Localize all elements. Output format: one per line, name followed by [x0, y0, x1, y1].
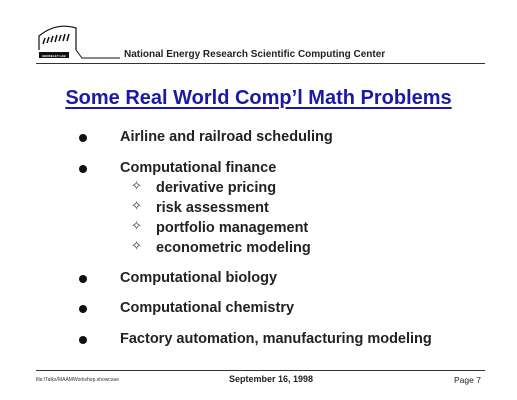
footer-divider: [36, 370, 485, 371]
star-bullet-icon: ✧: [131, 179, 142, 194]
bullet-icon: [79, 275, 87, 283]
sub-bullet-text: econometric modeling: [156, 240, 311, 256]
header-divider: [36, 63, 485, 64]
bullet-text: Computational biology: [120, 270, 278, 286]
bullet-icon: [79, 305, 87, 313]
sub-bullet-text: portfolio management: [156, 220, 309, 236]
star-bullet-icon: ✧: [131, 199, 142, 214]
berkeley-lab-logo: [36, 22, 120, 62]
bullet-icon: [79, 336, 87, 344]
slide-title: Some Real World Comp’l Math Problems: [65, 87, 452, 109]
bullet-text: Computational chemistry: [120, 300, 295, 316]
bullet-icon: [79, 134, 87, 142]
sub-bullet-text: risk assessment: [156, 200, 269, 216]
organization-name: National Energy Research Scientific Computing Center: [124, 49, 386, 60]
svg-text:BERKELEY LAB: BERKELEY LAB: [42, 54, 66, 58]
sub-bullet-text: derivative pricing: [156, 180, 277, 196]
footer-file-path: file:/Talks/MAAMWorkshop.showcase: [36, 377, 119, 383]
star-bullet-icon: ✧: [131, 239, 142, 254]
bullet-text: Computational finance: [120, 160, 277, 176]
page-number: Page 7: [454, 375, 481, 385]
star-bullet-icon: ✧: [131, 219, 142, 234]
bullet-text: Airline and railroad scheduling: [120, 129, 333, 145]
bullet-icon: [79, 165, 87, 173]
footer-date: September 16, 1998: [229, 374, 314, 384]
bullet-text: Factory automation, manufacturing modeling: [120, 331, 432, 347]
